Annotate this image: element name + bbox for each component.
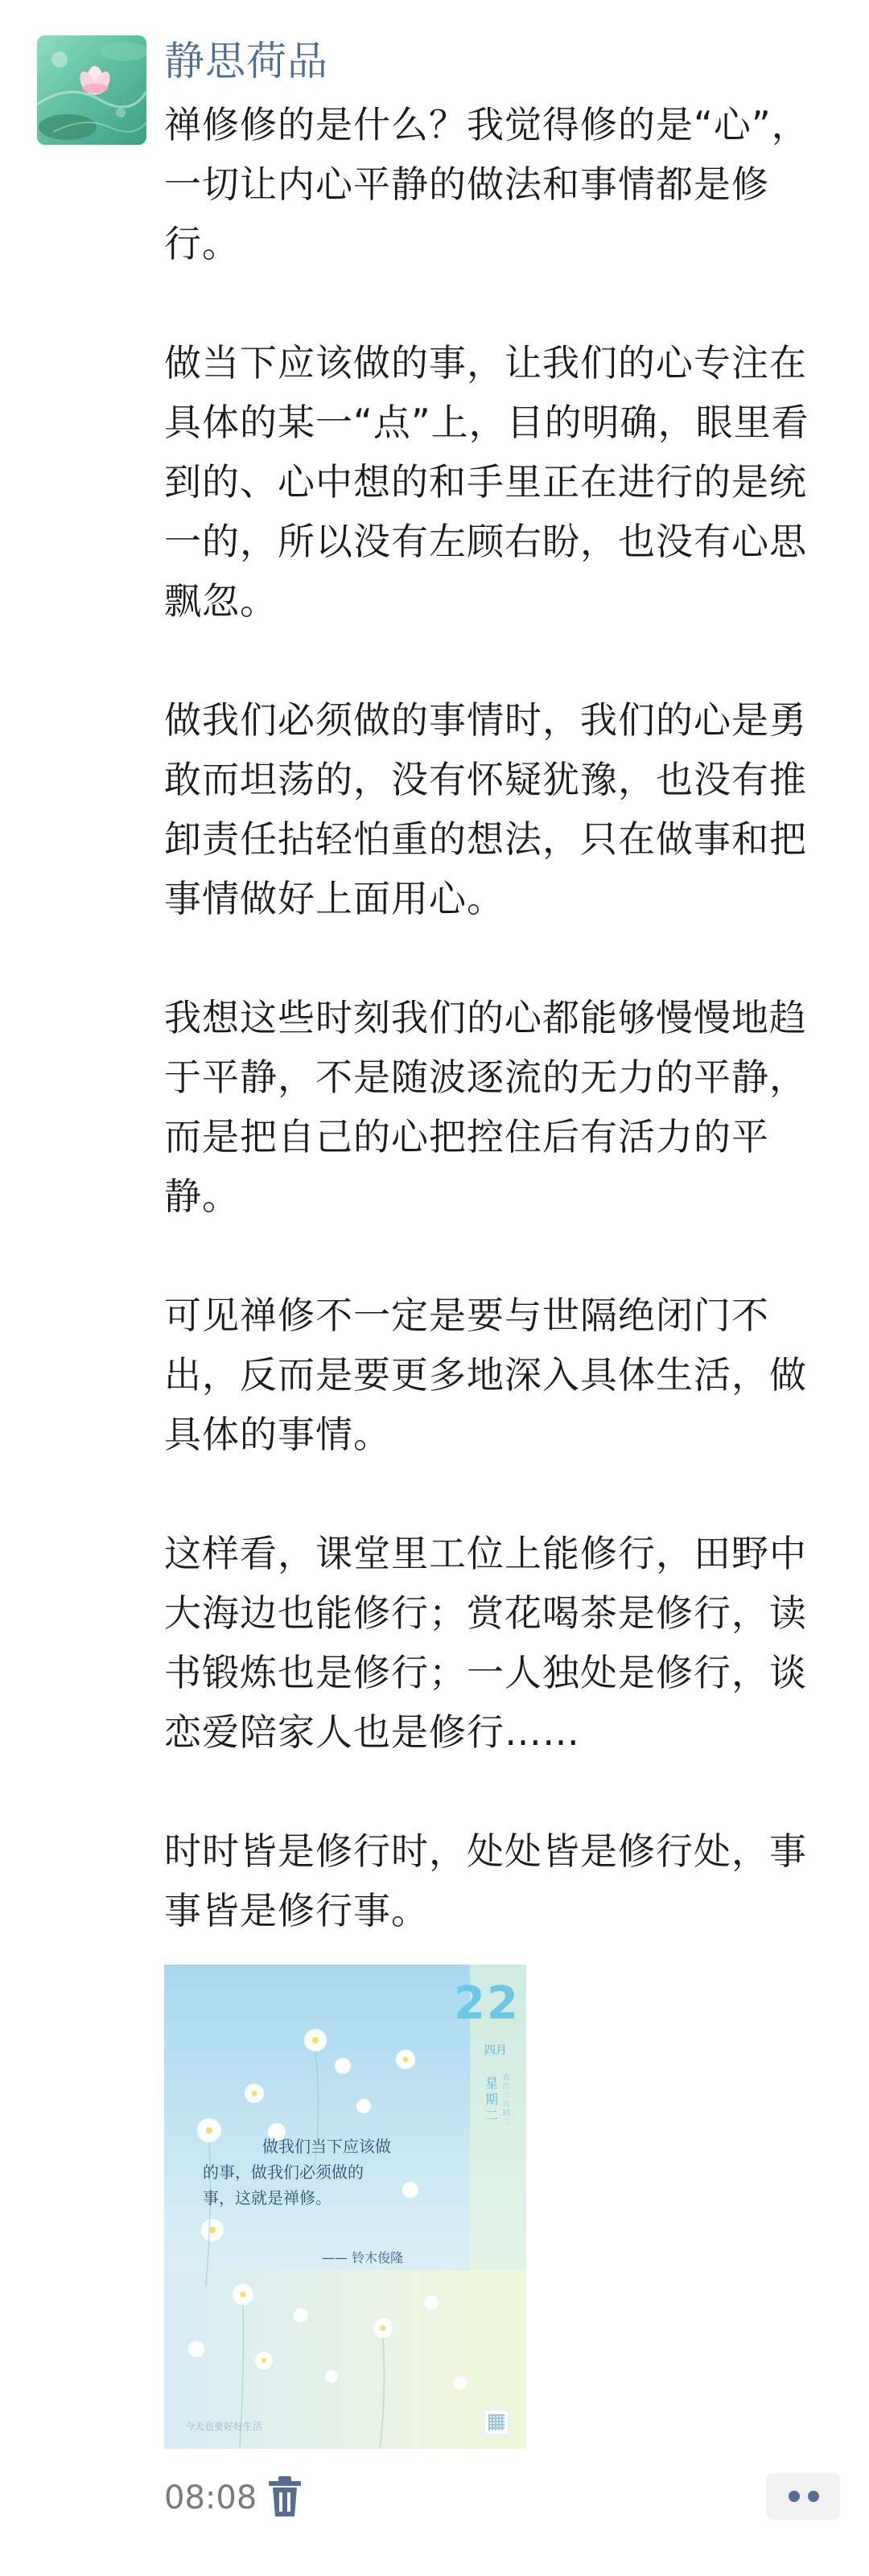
post-image[interactable]: [164, 1965, 526, 2449]
post-paragraph: 时时皆是修行时，处处皆是修行处，事事皆是修行事。: [164, 1829, 807, 1932]
post-meta: [164, 2473, 840, 2521]
post-paragraph: 这样看，课堂里工位上能修行，田野中大海边也能修行；赏花喝茶是修行，读书锻炼也是修行；一人独处是修行，谈恋爱陪家人也是修行……: [164, 1532, 807, 1754]
more-button[interactable]: [766, 2473, 840, 2520]
calendar-weekday: 星期二: [484, 2076, 498, 2123]
post-paragraph: 做当下应该做的事，让我们的心专注在具体的某一“点”上，目的明确，眼里看到的、心中想的和手里正在进行的是统一的，所以没有左顾右盼，也没有心思飘忽。: [164, 341, 809, 623]
image-footer: 今天也要好好生活: [185, 2421, 263, 2432]
post-paragraph: 禅修修的是什么？我觉得修的是“心”，一切让内心平静的做法和事情都是修行。: [164, 103, 809, 265]
quote-line: 事，这就是禅修。: [203, 2188, 332, 2208]
author-name[interactable]: 静思荷品: [164, 38, 328, 84]
calendar-month: 四月: [484, 2044, 507, 2057]
quote-line: 的事，做我们必须做的: [203, 2162, 364, 2182]
post-text: [164, 95, 824, 1940]
more-dots-icon: [789, 2491, 800, 2502]
qr-code-icon: [483, 2409, 510, 2436]
post-paragraph: 可见禅修不一定是要与世隔绝闭门不出，反而是要更多地深入具体生活，做具体的事情。: [164, 1294, 807, 1456]
avatar[interactable]: [37, 35, 146, 145]
more-dots-icon: [808, 2491, 819, 2502]
quote-line: 做我们当下应该做: [262, 2137, 391, 2156]
calendar-date: 22: [454, 1977, 520, 2030]
lotus-pond-avatar-art: [37, 35, 146, 145]
post-paragraph: 做我们必须做的事情时，我们的心是勇敢而坦荡的，没有怀疑犹豫，也没有推卸责任拈轻怕重的想法，只在做事和把事情做好上面用心。: [164, 698, 807, 920]
post-time: 08:08: [164, 2479, 257, 2516]
calendar-side-note: 农历三月初二: [502, 2074, 510, 2126]
image-quote: [203, 2134, 444, 2211]
post-paragraph: 我想这些时刻我们的心都能够慢慢地趋于平静，不是随波逐流的无力的平静，而是把自己的心把控住后有活力的平静。: [164, 996, 807, 1218]
delete-button[interactable]: [264, 2475, 306, 2520]
quote-attribution: —— 铃木俊隆: [322, 2250, 404, 2265]
trash-icon: [264, 2475, 306, 2520]
